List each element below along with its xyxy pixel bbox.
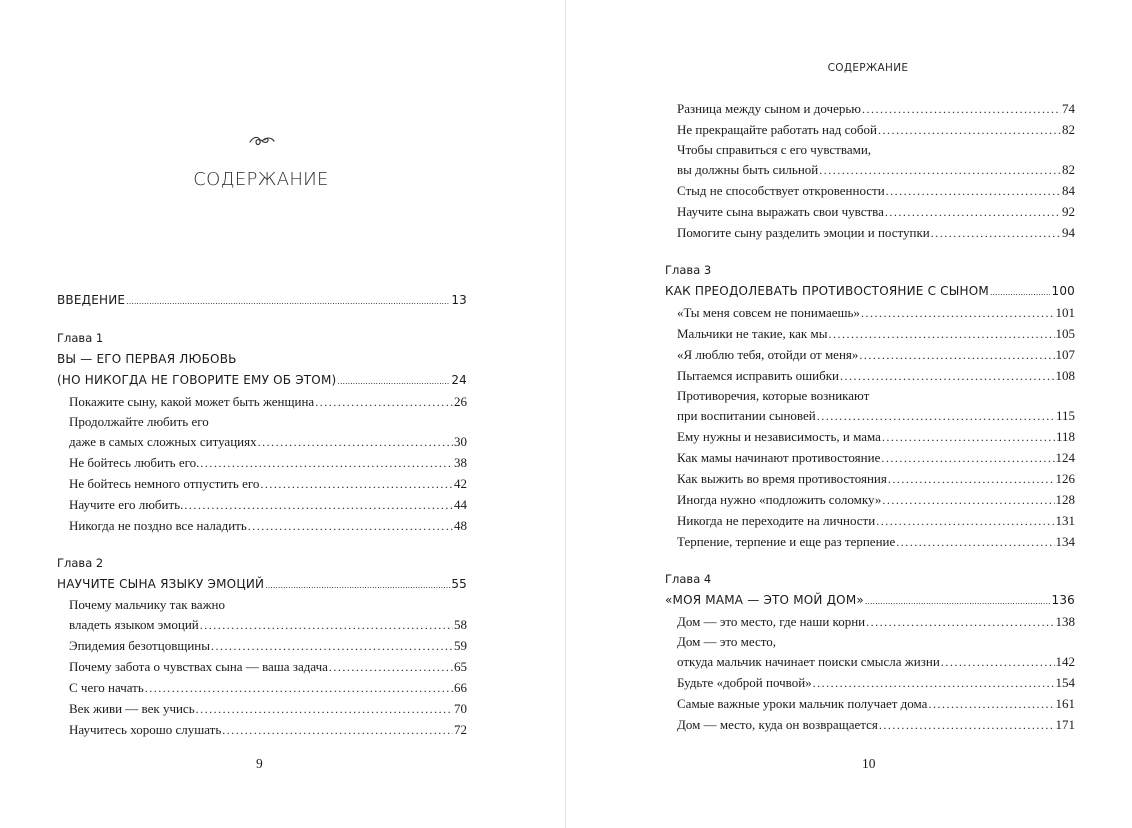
toc-page-number: 84 [1062, 183, 1075, 198]
toc-entry-title: Дом — это место, [677, 634, 777, 649]
toc-entry[interactable] [665, 159, 1075, 180]
page-number-left: 9 [256, 756, 263, 771]
toc-page-number: 126 [1055, 471, 1075, 486]
toc-entry[interactable] [57, 431, 467, 452]
toc-leader-dots [145, 677, 453, 699]
toc-entry-title: Пытаемся исправить ошибки [677, 368, 839, 383]
toc-entry[interactable] [665, 489, 1075, 510]
toc-spacer [57, 311, 467, 328]
toc-entry[interactable] [665, 201, 1075, 222]
toc-entry-title: Противоречия, которые возникают [677, 388, 870, 403]
toc-page-number: 100 [1051, 284, 1075, 298]
toc-chapter-label [665, 569, 1075, 590]
toc-entry-title: Почему забота о чувствах сына — ваша задача [69, 659, 328, 674]
toc-page-number: 105 [1055, 326, 1075, 341]
toc-entry[interactable] [665, 222, 1075, 243]
toc-entry[interactable] [57, 677, 467, 698]
toc-entry-title: Никогда не переходите на личности [677, 513, 876, 528]
toc-section-heading[interactable] [665, 281, 1075, 302]
toc-entry-title: Эпидемия безотцовщины [69, 638, 210, 653]
toc-leader-dots [862, 98, 1061, 120]
toc-leader-dots [861, 302, 1055, 324]
toc-entry-title: даже в самых сложных ситуациях [69, 434, 257, 449]
toc-entry[interactable] [665, 510, 1075, 531]
toc-section-heading[interactable] [57, 574, 467, 595]
toc-entry[interactable] [57, 473, 467, 494]
toc-entry[interactable] [665, 426, 1075, 447]
toc-page-number: 142 [1055, 654, 1075, 669]
toc-leader-dots [876, 510, 1054, 532]
toc-entry-title: ВЫ — ЕГО ПЕРВАЯ ЛЮБОВЬ [57, 352, 237, 366]
toc-entry[interactable] [665, 651, 1075, 672]
toc-leader-dots [941, 651, 1055, 673]
toc-entry[interactable] [665, 365, 1075, 386]
toc-entry [665, 386, 1075, 405]
toc-entry-title: ВВЕДЕНИЕ [57, 293, 126, 307]
toc-leader-dots [337, 370, 450, 392]
toc-page-number: 30 [454, 434, 467, 449]
toc-page-number: 136 [1051, 593, 1075, 607]
toc-chapter-label [57, 553, 467, 574]
toc-page-number: 115 [1055, 408, 1075, 423]
toc-leader-dots [200, 452, 453, 474]
toc-entry[interactable] [665, 180, 1075, 201]
toc-leader-dots [896, 531, 1054, 553]
toc-entry-title: Век живи — век учись [69, 701, 195, 716]
toc-entry[interactable] [665, 302, 1075, 323]
toc-leader-dots [828, 323, 1054, 345]
toc-entry-title: Глава 4 [665, 572, 712, 586]
toc-page-number: 118 [1055, 429, 1075, 444]
toc-entry[interactable] [665, 468, 1075, 489]
toc-entry-title: Не бойтесь любить его. [69, 455, 200, 470]
toc-entry-title: Терпение, терпение и еще раз терпение [677, 534, 896, 549]
toc-entry-title: Продолжайте любить его [69, 414, 209, 429]
toc-entry[interactable] [57, 452, 467, 473]
toc-leader-dots [866, 611, 1054, 633]
toc-leader-dots [888, 468, 1055, 490]
toc-entry-title: владеть языком эмоций [69, 617, 199, 632]
toc-leader-dots [879, 714, 1055, 736]
toc-spacer [665, 243, 1075, 260]
toc-entry-title: Самые важные уроки мальчик получает дома [677, 696, 928, 711]
toc-entry-title: «Я люблю тебя, отойди от меня» [677, 347, 859, 362]
toc-entry-title: Дом — место, куда он возвращается [677, 717, 878, 732]
toc-entry-title: Мальчики не такие, как мы [677, 326, 828, 341]
toc-entry[interactable] [57, 656, 467, 677]
toc-leader-dots [196, 698, 453, 720]
toc-entry [665, 140, 1075, 159]
toc-entry[interactable] [665, 405, 1075, 426]
toc-page-number: 70 [454, 701, 467, 716]
toc-entry-title: Научитесь хорошо слушать [69, 722, 222, 737]
toc-entry[interactable] [57, 515, 467, 536]
toc-section-heading[interactable] [57, 370, 467, 391]
toc-leader-dots [126, 290, 450, 312]
toc-entry-title: при воспитании сыновей [677, 408, 816, 423]
toc-section-heading[interactable] [57, 290, 467, 311]
toc-leader-dots [813, 672, 1055, 694]
toc-leader-dots [881, 447, 1054, 469]
toc-entry[interactable] [57, 635, 467, 656]
toc-page-number: 161 [1055, 696, 1075, 711]
toc-entry-title: КАК ПРЕОДОЛЕВАТЬ ПРОТИВОСТОЯНИЕ С СЫНОМ [665, 284, 989, 298]
toc-entry-title: Дом — это место, где наши корни [677, 614, 866, 629]
toc-page-number: 24 [451, 373, 467, 387]
toc-page-number: 171 [1055, 717, 1075, 732]
toc-leader-dots [990, 281, 1051, 303]
toc-entry-title: Не прекращайте работать над собой [677, 122, 877, 137]
toc-leader-dots [258, 431, 453, 453]
toc-entry-title: откуда мальчик начинает поиски смысла жизни [677, 654, 940, 669]
toc-entry-title: Глава 1 [57, 331, 104, 345]
toc-page-number: 107 [1055, 347, 1075, 362]
toc-entry[interactable] [57, 391, 467, 412]
toc-entry [57, 595, 467, 614]
toc-leader-dots [260, 473, 453, 495]
toc-chapter-label [665, 260, 1075, 281]
toc-entry[interactable] [665, 714, 1075, 735]
toc-page-number: 94 [1062, 225, 1075, 240]
toc-page-number: 66 [454, 680, 467, 695]
toc-entry-title: С чего начать [69, 680, 144, 695]
toc-leader-dots [248, 515, 453, 537]
toc-entry-title: Научите сына выражать свои чувства [677, 204, 884, 219]
toc-entry-title: Глава 2 [57, 556, 104, 570]
toc-entry[interactable] [665, 344, 1075, 365]
toc-leader-dots [859, 344, 1054, 366]
toc-chapter-label [57, 328, 467, 349]
page-number-right: 10 [862, 756, 876, 771]
toc-entry[interactable] [665, 611, 1075, 632]
toc-list-left [57, 290, 467, 740]
toc-entry-title: Как мамы начинают противостояние [677, 450, 881, 465]
toc-page-number: 128 [1055, 492, 1075, 507]
toc-leader-dots [819, 159, 1061, 181]
toc-entry[interactable] [57, 614, 467, 635]
toc-entry-title: Как выжить во время противостояния [677, 471, 887, 486]
toc-page-number: 134 [1055, 534, 1075, 549]
toc-page-number: 82 [1062, 162, 1075, 177]
toc-leader-dots [200, 614, 453, 636]
toc-leader-dots [222, 719, 453, 741]
toc-page-number: 42 [454, 476, 467, 491]
toc-entry-title: вы должны быть сильной [677, 162, 819, 177]
toc-entry-title: Разница между сыном и дочерью [677, 101, 861, 116]
toc-leader-dots [885, 201, 1061, 223]
toc-section-heading [57, 349, 467, 370]
toc-page-number: 82 [1062, 122, 1075, 137]
toc-page-number: 26 [454, 394, 467, 409]
toc-page-number: 48 [454, 518, 467, 533]
toc-page-number: 131 [1055, 513, 1075, 528]
toc-spacer [57, 536, 467, 553]
toc-leader-dots [840, 365, 1055, 387]
toc-entry[interactable] [57, 719, 467, 740]
toc-page-number: 108 [1055, 368, 1075, 383]
toc-leader-dots [865, 590, 1051, 612]
toc-leader-dots [882, 489, 1054, 511]
toc-entry-title: Будьте «доброй почвой» [677, 675, 812, 690]
toc-entry-title: Никогда не поздно все наладить [69, 518, 247, 533]
toc-entry[interactable] [665, 531, 1075, 552]
toc-entry-title: Научите его любить. [69, 497, 184, 512]
toc-leader-dots [265, 574, 450, 596]
toc-entry[interactable] [665, 323, 1075, 344]
toc-page-number: 154 [1055, 675, 1075, 690]
toc-page-number: 59 [454, 638, 467, 653]
toc-entry-title: Покажите сыну, какой может быть женщина [69, 394, 315, 409]
toc-page-number: 92 [1062, 204, 1075, 219]
toc-entry[interactable] [665, 98, 1075, 119]
toc-entry [57, 412, 467, 431]
toc-leader-dots [928, 693, 1054, 715]
toc-entry-title: «МОЯ МАМА — ЭТО МОЙ ДОМ» [665, 593, 864, 607]
toc-page-number: 13 [451, 293, 467, 307]
toc-leader-dots [329, 656, 453, 678]
toc-section-heading[interactable] [665, 590, 1075, 611]
toc-entry-title: Ему нужны и независимость, и мама [677, 429, 881, 444]
toc-entry-title: Иногда нужно «подложить соломку» [677, 492, 882, 507]
toc-page-number: 101 [1055, 305, 1075, 320]
toc-page-number: 138 [1055, 614, 1075, 629]
toc-entry-title: «Ты меня совсем не понимаешь» [677, 305, 860, 320]
toc-entry-title: НАУЧИТЕ СЫНА ЯЗЫКУ ЭМОЦИЙ [57, 577, 265, 591]
toc-leader-dots [878, 119, 1061, 141]
toc-entry-title: Не бойтесь немного отпустить его [69, 476, 260, 491]
toc-entry-title: Чтобы справиться с его чувствами, [677, 142, 872, 157]
running-head: СОДЕРЖАНИЕ [827, 62, 909, 74]
flourish-ornament-icon [248, 134, 276, 148]
toc-leader-dots [886, 180, 1061, 202]
toc-list-right [665, 98, 1075, 735]
toc-page-number: 124 [1055, 450, 1075, 465]
toc-entry-title: Глава 3 [665, 263, 712, 277]
toc-entry[interactable] [57, 698, 467, 719]
right-page [566, 0, 1132, 828]
toc-leader-dots [882, 426, 1055, 448]
toc-entry[interactable] [57, 494, 467, 515]
toc-leader-dots [211, 635, 453, 657]
toc-entry[interactable] [665, 693, 1075, 714]
toc-entry [665, 632, 1075, 651]
toc-page-number: 38 [454, 455, 467, 470]
toc-page-number: 72 [454, 722, 467, 737]
toc-leader-dots [817, 405, 1055, 427]
toc-entry-title: Стыд не способствует откровенности [677, 183, 885, 198]
toc-page-number: 58 [454, 617, 467, 632]
toc-leader-dots [931, 222, 1061, 244]
toc-entry[interactable] [665, 672, 1075, 693]
toc-entry-title: Помогите сыну разделить эмоции и поступки [677, 225, 930, 240]
toc-entry[interactable] [665, 119, 1075, 140]
toc-leader-dots [315, 391, 453, 413]
toc-entry[interactable] [665, 447, 1075, 468]
toc-entry-title: (НО НИКОГДА НЕ ГОВОРИТЕ ЕМУ ОБ ЭТОМ) [57, 373, 337, 387]
toc-page-number: 65 [454, 659, 467, 674]
page-title: СОДЕРЖАНИЕ [193, 169, 329, 190]
toc-page-number: 55 [451, 577, 467, 591]
toc-leader-dots [184, 494, 453, 516]
toc-spacer [665, 552, 1075, 569]
toc-page-number: 74 [1062, 101, 1075, 116]
toc-page-number: 44 [454, 497, 467, 512]
toc-entry-title: Почему мальчику так важно [69, 597, 226, 612]
